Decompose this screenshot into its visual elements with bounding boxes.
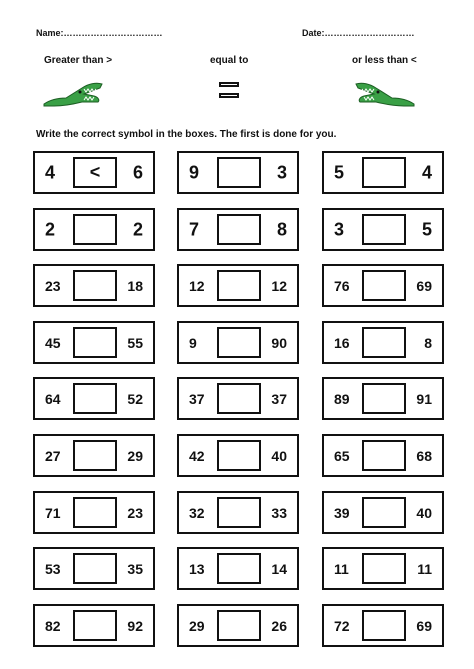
left-number: 71	[45, 504, 61, 521]
right-number: 29	[127, 447, 143, 464]
left-number: 4	[45, 162, 56, 182]
exercise-row	[33, 264, 444, 307]
symbol-answer-box[interactable]	[217, 553, 261, 584]
comparison-card	[322, 208, 444, 251]
left-number: 12	[189, 277, 205, 294]
symbol-answer-box[interactable]	[217, 497, 261, 528]
right-number: 3	[276, 162, 287, 182]
comparison-card	[33, 377, 155, 420]
comparison-card	[177, 151, 299, 194]
right-number: 40	[416, 504, 432, 521]
right-number: 68	[416, 447, 432, 464]
name-field-label: Name:……………………………	[36, 28, 163, 38]
symbol-answer-box[interactable]	[362, 157, 406, 188]
left-number: 76	[334, 277, 350, 294]
right-number: 69	[416, 617, 432, 634]
exercise-row	[33, 208, 444, 251]
comparison-card	[177, 321, 299, 364]
left-number: 72	[334, 617, 350, 634]
symbol-answer-box[interactable]	[73, 497, 117, 528]
right-number: 12	[271, 277, 287, 294]
left-number: 42	[189, 447, 205, 464]
right-number: 35	[127, 560, 143, 577]
symbol-answer-box[interactable]	[73, 214, 117, 245]
symbol-answer-box[interactable]	[73, 270, 117, 301]
symbol-answer-box[interactable]	[362, 270, 406, 301]
right-number: 11	[417, 560, 432, 577]
comparison-card	[322, 151, 444, 194]
comparison-card	[322, 604, 444, 647]
right-number: 52	[127, 390, 143, 407]
symbol-answer-box[interactable]	[362, 553, 406, 584]
symbol-answer-box[interactable]	[362, 383, 406, 414]
exercise-row	[33, 604, 444, 647]
comparison-card	[33, 434, 155, 477]
instruction-text: Write the correct symbol in the boxes. The first is done for you.	[36, 129, 337, 140]
left-number: 13	[189, 560, 205, 577]
right-number: 40	[271, 447, 287, 464]
left-number: 32	[189, 504, 205, 521]
exercise-row	[33, 151, 444, 194]
left-number: 5	[334, 162, 345, 182]
left-number: 64	[45, 390, 61, 407]
right-number: 6	[132, 162, 143, 182]
left-number: 7	[189, 219, 200, 239]
left-number: 27	[45, 447, 61, 464]
comparison-card	[322, 264, 444, 307]
symbol-answer-box[interactable]	[362, 214, 406, 245]
exercise-row	[33, 491, 444, 534]
greater-than-label: Greater than >	[44, 55, 113, 66]
comparison-card	[33, 264, 155, 307]
exercise-row	[33, 377, 444, 420]
symbol-answer-box[interactable]	[217, 610, 261, 641]
comparison-card	[33, 208, 155, 251]
comparison-card	[177, 604, 299, 647]
left-number: 89	[334, 390, 350, 407]
symbol-answer-box[interactable]	[73, 383, 117, 414]
comparison-card	[177, 264, 299, 307]
comparison-card	[322, 321, 444, 364]
comparison-card	[33, 547, 155, 590]
left-number: 16	[334, 334, 350, 351]
symbol-answer-box[interactable]	[362, 327, 406, 358]
crocodile-facing-right-icon	[42, 78, 104, 110]
left-number: 9	[189, 162, 200, 182]
symbol-answer-box[interactable]	[217, 440, 261, 471]
left-number: 29	[189, 617, 205, 634]
right-number: 37	[271, 390, 287, 407]
right-number: 5	[421, 219, 432, 239]
comparison-card	[322, 547, 444, 590]
comparison-card	[177, 208, 299, 251]
comparison-card	[177, 377, 299, 420]
exercise-row	[33, 434, 444, 477]
exercise-row	[33, 547, 444, 590]
right-number: 55	[127, 334, 143, 351]
comparison-card	[322, 491, 444, 534]
symbol-answer-box[interactable]	[73, 610, 117, 641]
left-number: 65	[334, 447, 350, 464]
right-number: 69	[416, 277, 432, 294]
symbol-answer-box[interactable]	[217, 270, 261, 301]
symbol-answer-box[interactable]	[217, 214, 261, 245]
right-number: 33	[271, 504, 287, 521]
comparison-card	[177, 491, 299, 534]
comparison-card	[177, 547, 299, 590]
right-number: 91	[416, 390, 432, 407]
date-field-label: Date:…………………………	[302, 28, 415, 38]
symbol-answer-box[interactable]	[217, 327, 261, 358]
right-number: 18	[127, 277, 143, 294]
crocodile-facing-left-icon	[354, 78, 416, 110]
right-number: 4	[421, 162, 432, 182]
symbol-answer-box[interactable]	[217, 383, 261, 414]
left-number: 11	[334, 560, 349, 577]
left-number: 3	[334, 219, 345, 239]
comparison-card	[33, 604, 155, 647]
right-number: 92	[127, 617, 143, 634]
left-number: 82	[45, 617, 61, 634]
left-number: 45	[45, 334, 61, 351]
left-number: 39	[334, 504, 350, 521]
right-number: 90	[271, 334, 287, 351]
right-number: 26	[271, 617, 287, 634]
exercise-row	[33, 321, 444, 364]
comparison-card	[322, 434, 444, 477]
symbol-answer-box[interactable]	[73, 440, 117, 471]
symbol-answer-box[interactable]	[73, 553, 117, 584]
comparison-card	[33, 491, 155, 534]
equals-sign-icon	[219, 82, 239, 100]
comparison-card	[177, 434, 299, 477]
right-number: 23	[127, 504, 143, 521]
symbol-answer-box[interactable]	[362, 440, 406, 471]
symbol-answer-box[interactable]: <	[73, 157, 117, 188]
left-number: 9	[189, 334, 197, 351]
comparison-card	[33, 321, 155, 364]
comparison-card	[322, 377, 444, 420]
symbol-answer-box[interactable]	[362, 610, 406, 641]
equal-to-label: equal to	[210, 55, 249, 66]
right-number: 14	[271, 560, 287, 577]
symbol-answer-box[interactable]	[217, 157, 261, 188]
left-number: 2	[45, 219, 56, 239]
symbol-answer-box[interactable]	[362, 497, 406, 528]
less-than-label: or less than <	[352, 55, 417, 66]
left-number: 37	[189, 390, 205, 407]
right-number: 2	[132, 219, 143, 239]
left-number: 53	[45, 560, 61, 577]
comparison-card	[33, 151, 155, 194]
right-number: 8	[424, 334, 432, 351]
right-number: 8	[276, 219, 287, 239]
left-number: 23	[45, 277, 61, 294]
symbol-answer-box[interactable]	[73, 327, 117, 358]
